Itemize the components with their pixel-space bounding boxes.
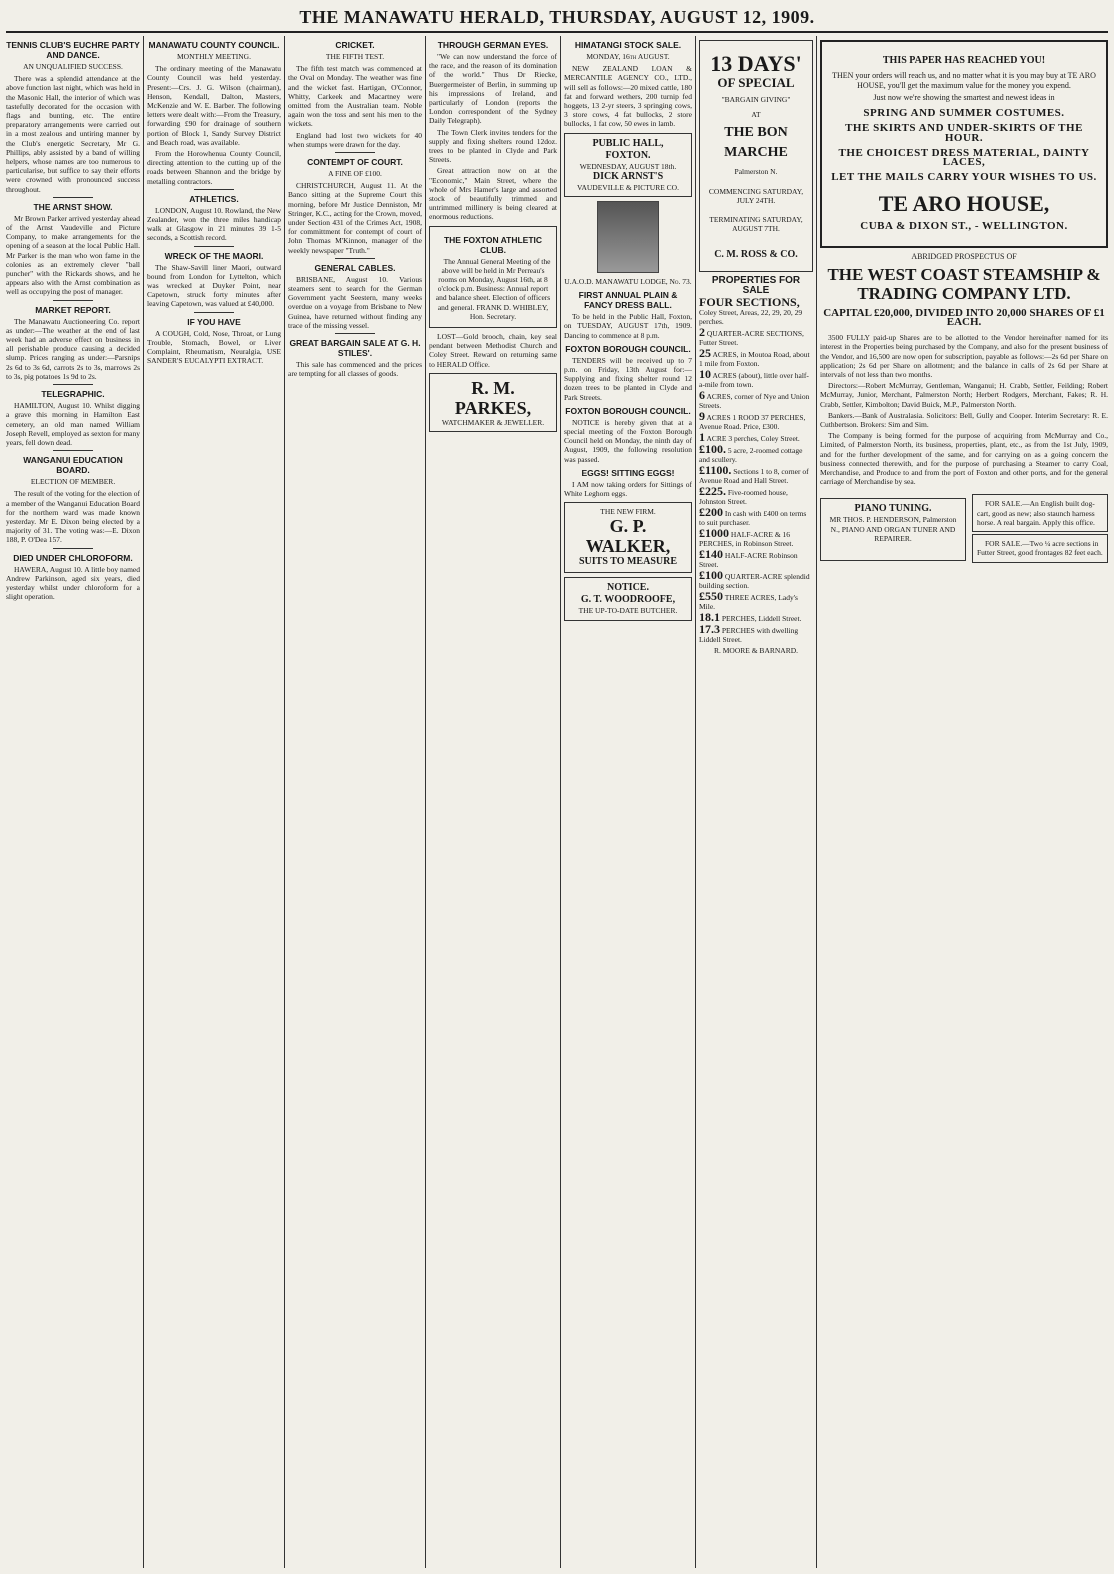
te-aro-intro: THEN your orders will reach us, and no matter what it is you may buy at TE ARO HOUSE, you'll get the maximum value for the money you expend. [832,71,1096,91]
prospectus-label: ABRIDGED PROSPECTUS OF [911,251,1017,261]
column-rule [425,36,426,1568]
dog-cart-notice: FOR SALE.—An English built dog-cart, good as new; also staunch harness horse. A real bargain. Apply this office. [972,494,1108,532]
walker-advert [564,502,692,573]
masthead: THE MANAWATU HERALD, THURSDAY, AUGUST 12, 1909. [299,7,815,27]
stock-sale-list: NEW ZEALAND LOAN & MERCANTILE AGENCY CO., LTD., will sell as follows:—20 mixed cattle, 180 fat and forward wethers, 200 turnip fed hoggets, 13 2-yr steers, 3 springing cows, 3 store cows, 4 fat bullocks, 2 store bullocks, 1 fat cow, 50 ewes in lamb. [564,64,692,129]
lodge-emblem-image [597,201,659,273]
arnst-article: Mr Brown Parker arrived yesterday ahead of the Arnst Vaudeville and Picture Company, to make arrangements for the opening of a season at the local Public Hall. Mr Parker is the man who won fame in the colonies as an extremely clever "ball puncher" with the Rickards shows, and he appears also with the Arnst combination as well as occupying the post of manager. [6,213,140,297]
cricket-subheading: THE FIFTH TEST. [325,52,385,61]
property-desc: ACRES 1 ROOD 37 PERCHES, Avenue Road. Price, £300. [699,413,806,432]
parkes-advert [429,373,557,432]
stiles-sale-heading: GREAT BARGAIN SALE AT G. H. STILES'. [289,338,421,359]
divider [335,333,375,334]
stock-sale-date: MONDAY, 16th AUGUST. [586,52,670,61]
borough-tender-heading: FOXTON BOROUGH COUNCIL. [565,343,691,354]
education-article: The result of the voting for the election of a member of the Wanganui Education Board for the northern ward was made known yesterday. Mr E. Dixon being elected by a majority of 31. The voting was:—E. Dixon 188, P. O'Dea 157. [6,489,140,545]
property-item [699,568,813,591]
te-aro-advert [820,40,1108,248]
column-4 [429,36,557,1568]
arnst-company: VAUDEVILLE & PICTURE CO. [577,182,679,192]
lodge-name: U.A.O.D. MANAWATU LODGE, No. 73. [564,277,692,287]
contempt-article: CHRISTCHURCH, August 11. At the Banco sitting at the Supreme Court this morning, before Mr Justice Denniston, Mr Stringer, K.C., acting for the Crown, moved, under Section 431 of the Crimes Act, 1908, for committment for contempt of court of John Thomas M'Kinnon, manager of the weekly newspaper "Truth." [288,181,422,255]
contempt-subheading: A FINE OF £100. [328,169,382,179]
sections-notice: FOR SALE.—Two ¼ acre sections in Futter Street, good frontages 82 feet each. [972,534,1108,562]
property-desc: ACRE 3 perches, Coley Street. [705,434,800,444]
woodroofe-trade: THE UP-TO-DATE BUTCHER. [578,606,678,616]
market-heading: MARKET REPORT. [35,304,111,315]
column-6 [699,36,813,1568]
stock-sale-heading: HIMATANGI STOCK SALE. [574,40,682,50]
property-item [699,325,813,348]
telegraphic-article: HAMILTON, August 10. Whilst digging a grave this morning in Hamilton East cemetery, an old man named William Joseph Revell, employed as sexton for many years, fell down dead. [6,401,140,447]
te-aro-name: TE ARO HOUSE, [878,191,1050,217]
property-item [699,505,813,528]
tennis-subheading: AN UNQUALIFIED SUCCESS. [23,62,123,71]
county-council-article-2: From the Horowhenua County Council, directing attention to the cutting up of the roads between Shannon and the bridge by metalling contractors. [147,149,281,186]
walker-tagline: THE NEW FIRM. [600,507,656,517]
property-key: £1100. [699,463,732,478]
piano-advert [820,498,966,560]
column-5 [564,36,692,1568]
piano-heading: PIANO TUNING. [854,503,932,515]
walker-name: G. P. WALKER, [585,516,671,557]
column-3 [288,36,422,1568]
prospectus-bankers: Bankers.—Bank of Australasia. Solicitors: Bell, Gully and Cooper. Interim Secretary: R. E. Cuthbertson. Brokers: Sim and Sim. [820,410,1108,430]
county-council-heading: MANAWATU COUNTY COUNCIL. [148,40,280,50]
lost-notice: LOST—Gold brooch, chain, key seal pendant between Methodist Church and Coley Street. Reward on returning same to HERALD Office. [429,332,557,369]
column-rule [284,36,285,1568]
athletics-heading: ATHLETICS. [189,193,239,204]
te-aro-materials: THE CHOICEST DRESS MATERIAL, DAINTY LACES, [838,146,1090,169]
arnst-name: DICK ARNST'S [592,170,664,182]
property-key: 18.1 [699,610,720,625]
property-desc: THREE ACRES, Lady's Mile. [699,593,798,612]
te-aro-showing: Just now we're showing the smartest and newest ideas in [873,93,1055,103]
divider [53,300,93,301]
property-item [699,463,813,486]
cricket-heading: CRICKET. [335,40,375,50]
borough-notice-heading: FOXTON BOROUGH COUNCIL. [565,405,691,416]
property-item [699,367,813,390]
stiles-sale-article: This sale has commenced and the prices are tempting for all classes of goods. [288,360,422,379]
property-desc: Five-roomed house, Johnston Street. [699,488,788,507]
property-key: £100 [699,568,723,583]
masthead-rule [6,31,1108,33]
column-rule [816,36,817,1568]
borough-notice-text: NOTICE is hereby given that at a special meeting of the Foxton Borough Council held on Monday, the ninth day of August, 1909, the following resolution was passed. [564,417,692,464]
bon-marche-bargain: "BARGAIN GIVING" [721,95,791,104]
german-eyes-heading: THROUGH GERMAN EYES. [437,40,549,50]
property-key: £550 [699,589,723,604]
woodroofe-name: G. T. WOODROOFE, [580,594,676,606]
property-desc: ACRES, in Moutoa Road, about 1 mile from Foxton. [699,350,810,369]
prospectus-company: THE WEST COAST STEAMSHIP & TRADING COMPANY LTD. [827,264,1101,303]
property-key: 25 [699,346,711,361]
property-desc: PERCHES with dwelling Liddell Street. [699,626,799,645]
property-key: 2 [699,325,705,340]
german-eyes-article: "We can now understand the force of the race, and the reason of its domination of the world." Thus Dr Riecke, Buergermeister of Berlin, in summing up his impressions of Ireland, and particularly of London (reports the London correspondent of the Sydney Daily Telegraph). [429,52,557,126]
cables-heading: GENERAL CABLES. [314,262,396,273]
market-article: The Manawatu Auctioneering Co. report as under:—The weather at the end of last week had an adverse effect on business in all perishable produce causing a decided slump. Prices ranging as under:—Parsnips 2s 6d to 3s 6d, carrots 2s to 3s, marrows 2s to 3s, pig potatoes 1s 9d to 2s. [6,316,140,381]
property-key: £140 [699,547,723,562]
prospectus [820,252,1108,328]
property-desc: QUARTER-ACRE splendid building section. [699,572,810,591]
property-key: 6 [699,388,705,403]
divider [194,189,234,190]
bon-marche-firm: C. M. ROSS & CO. [714,249,798,261]
column-rule [695,36,696,1568]
properties-list [699,295,813,645]
bon-marche-days: 13 DAYS' [710,51,802,76]
tennis-heading: TENNIS CLUB'S EUCHRE PARTY AND DANCE. [6,40,140,60]
tennis-article: There was a splendid attendance at the above function last night, which was held in the Masonic Hall, the interior of which was tastefully decorated for the occasion with flags and bunting, etc. The entire preparatory arrangements were carried out in a most zealous and untiring manner by the Club's energetic Secretary, Mr G. Phillips, ably assisted by a band of willing helpers, whose names are too numerous to particularise, but suffice to say their efforts were crowned with pronounced success throughout. [6,74,140,194]
county-council-article: The ordinary meeting of the Manawatu County Council was held yesterday. Present:—Crs. J. G. Wilson (chairman), Henson, Kendall, Dalton, Masters, McKenzie and W. E. Barber. The following letters were dealt with:—From the Treasury, forwarding £90 for drainage of southern portion of Block 1, Sandy Survey District and Beach road, was available. [147,64,281,147]
for-sale-notices [972,494,1108,564]
prospectus-directors: Directors:—Robert McMurray, Gentleman, Wanganui; H. Crabb, Settler, Feilding; Robert McMurray, Junior, Merchant, Palmerston North; Herbert Rodgers, Merchant, Fakes; R. H. Crabb, Settler, Kimbolton; David Buick, M.P., Palmerston North. [820,381,1108,409]
sanders-heading: IF YOU HAVE [187,316,241,327]
eggs-heading: EGGS! SITTING EGGS! [581,467,675,478]
te-aro-headline: THIS PAPER HAS REACHED YOU! [882,55,1046,66]
cricket-article-2: England had lost two wickets for 40 when stumps were drawn for the day. [288,130,422,149]
property-item [699,388,813,411]
cricket-article: The fifth test match was commenced at the Oval on Monday. The weather was fine and the wicket fast. Hartigan, O'Connor, Whitty, Carkeek and Macartney were omitted from the Australian team. Noble again won the toss and sent his men to the wickets. [288,64,422,129]
property-desc: ACRES (about), little over half-a-mile from town. [699,371,809,390]
te-aro-mails: LET THE MAILS CARRY YOUR WISHES TO US. [831,171,1097,184]
chloroform-heading: DIED UNDER CHLOROFORM. [13,552,133,563]
ball-details: To be held in the Public Hall, Foxton, on TUESDAY, AUGUST 17th, 1909. Dancing to commence at 8 p.m. [564,312,692,340]
divider [53,197,93,198]
bottom-adverts [820,494,1108,564]
column-rule [143,36,144,1568]
prospectus-shares: 3500 FULLY paid-up Shares are to be allotted to the Vendor hereinafter named for its interest in the Properties being purchased by the Company, and also for the present business of the Vendor, and 16,500 are now open for subscription, payable as follows:—2s 6d per Share on application; 2s 6d per Share on allotment; and the balance in calls of 2s 6d per Share at intervals of not less than two months. [820,333,1108,380]
column-2 [147,36,281,1568]
column-rule [560,36,561,1568]
divider [53,548,93,549]
divider [194,312,234,313]
athletic-club-advert [429,226,557,328]
property-desc: Sections 1 to 8, corner of Avenue Road and Hall Street. [699,467,809,486]
athletic-club-heading: THE FOXTON ATHLETIC CLUB. [443,234,543,255]
contempt-heading: CONTEMPT OF COURT. [307,157,403,168]
te-aro-skirts: THE SKIRTS AND UNDER-SKIRTS OF THE HOUR. [845,122,1083,144]
ball-heading: FIRST ANNUAL PLAIN & FANCY DRESS BALL. [578,290,678,311]
piano-text: MR THOS. P. HENDERSON, Palmerston N., PIANO AND ORGAN TUNER AND REPAIRER. [829,515,957,543]
athletics-article: LONDON, August 10. Rowland, the New Zealander, won the three miles handicap walk at Glasgow in 21 minutes 39 1-5 seconds, a Scottish record. [147,205,281,243]
arnst-advert [564,133,692,197]
telegraphic-heading: TELEGRAPHIC. [41,389,105,400]
property-key: £100. [699,442,726,457]
bon-marche-start: COMMENCING SATURDAY, JULY 24TH. [708,186,804,205]
property-key: 10 [699,367,711,382]
property-key: FOUR SECTIONS, [699,295,800,310]
athletic-club-text: The Annual General Meeting of the above will be held in Mr Perreau's rooms on Monday, August 16th, at 8 o'clock p.m. Business: Annual report and balance sheet. Election of officers and general. FRANK D. WHIBLEY, Hon. Secretary. [435,256,551,321]
divider [53,384,93,385]
property-item [699,547,813,570]
property-key: £225. [699,484,726,499]
property-item [699,442,813,465]
bon-marche-at: AT [751,110,761,120]
property-desc: Coley Street, Areas, 22, 29, 20, 29 perches. [699,308,803,327]
divider [194,246,234,247]
bon-marche-town: Palmerston N. [734,167,778,177]
eggs-text: I AM now taking orders for Sittings of White Leghorn eggs. [564,479,692,499]
county-council-subheading: MONTHLY MEETING. [177,52,251,61]
arnst-venue: PUBLIC HALL, FOXTON. [592,137,664,161]
prospectus-capital: CAPITAL £20,000, DIVIDED INTO 20,000 SHARES OF £1 EACH. [823,306,1105,329]
bon-marche-advert [699,40,813,272]
property-item [699,346,813,369]
arnst-date: WEDNESDAY, AUGUST 18th. [579,161,677,171]
property-item [699,295,813,327]
prospectus-purpose: The Company is being formed for the purpose of acquiring from McMurray and Co., Limited, of Palmerston North, its business, properties, plant, etc., as from the 1st July, 1909, and for the further development of the same, and for carrying on as a going concern the business connected therewith, and for the purpose of purchasing a Steamer to carry Coal, Merchandise, and Produce to and from the port of Foxton and other ports, and for the general carriage of Merchandise by sea. [820,431,1108,487]
property-key: £1000 [699,526,729,541]
walker-suits: SUITS TO MEASURE [579,556,677,568]
woodroofe-advert [564,577,692,620]
properties-agents: R. MOORE & BARNARD. [714,646,798,656]
education-subheading: ELECTION OF MEMBER. [30,477,116,487]
parkes-name: R. M. PARKES, [454,377,532,418]
property-key: £200 [699,505,723,520]
borough-tender-text: TENDERS will be received up to 7 p.m. on Friday, 13th August for:—Supplying and fixing shelter round 12 dozen trees to be planted in Clyde and Park Streets. [564,355,692,402]
bon-marche-name: THE BON MARCHE [724,125,788,161]
divider [335,152,375,153]
cables-article: BRISBANE, August 10. Various steamers sent to search for the German Government yacht Seestern, many weeks overdue on a voyage from Brisbane to New Guinea, have returned without finding any trace of the missing vessel. [288,274,422,330]
bon-marche-end: TERMINATING SATURDAY, AUGUST 7TH. [709,215,803,234]
property-item [699,484,813,507]
te-aro-costumes: SPRING AND SUMMER COSTUMES. [863,107,1065,120]
bon-marche-special: OF SPECIAL [717,75,795,90]
property-desc: PERCHES, Liddell Street. [720,614,802,624]
parkes-trade: WATCHMAKER & JEWELLER. [441,417,545,427]
column-7 [820,36,1108,1568]
property-item [699,409,813,432]
economic-notice: Great attraction now on at the "Economic," Main Street, where the whole of Mrs Hamer's large and assorted stock of beautifully trimmed and untrimmed millinery is being cleared at enormous reductions. [429,166,557,222]
property-key: 9 [699,409,705,424]
wreck-heading: WRECK OF THE MAORI. [164,250,264,261]
property-key: 17.3 [699,622,720,637]
chloroform-article: HAWERA, August 10. A little boy named Andrew Parkinson, aged six years, died yesterday whilst under chloroform for a slight operation. [6,564,140,602]
education-heading: WANGANUI EDUCATION BOARD. [23,455,123,476]
woodroofe-heading: NOTICE. [607,582,649,594]
arnst-heading: THE ARNST SHOW. [33,201,113,212]
town-clerk-notice: The Town Clerk invites tenders for the supply and fixing shelters round 12doz. trees to be planted in Clyde and Park Streets. [429,127,557,165]
property-desc: 5 acre, 2-roomed cottage and scullery. [699,446,803,465]
divider [53,450,93,451]
property-key: 1 [699,430,705,445]
property-item [699,589,813,612]
property-item [699,526,813,549]
property-item [699,622,813,645]
te-aro-address: CUBA & DIXON ST., - WELLINGTON. [860,220,1068,233]
divider [335,258,375,259]
wreck-article: The Shaw-Savill liner Maori, outward bound from London for Lyttelton, which was wrecked at Duyker Point, near Capetown, struck forty minutes after leaving Capetown, was valued at £40,000. [147,262,281,309]
column-1 [6,36,140,1568]
property-desc: QUARTER-ACRE SECTIONS, Futter Street. [699,329,804,348]
property-desc: HALF-ACRE & 16 PERCHES, in Robinson Street. [699,530,794,549]
property-desc: In cash with £400 on terms to suit purchaser. [699,509,807,528]
sanders-advert: A COUGH, Cold, Nose, Throat, or Lung Trouble, Stomach, Bowel, or Liver Complaint, Rheumatism, Neuralgia, USE SANDER'S EUCALYPTI EXTRACT. [147,328,281,366]
properties-heading: PROPERTIES FOR SALE [711,275,801,297]
property-desc: ACRES, corner of Nye and Union Streets. [699,392,810,411]
property-desc: HALF-ACRE Robinson Street. [699,551,798,570]
